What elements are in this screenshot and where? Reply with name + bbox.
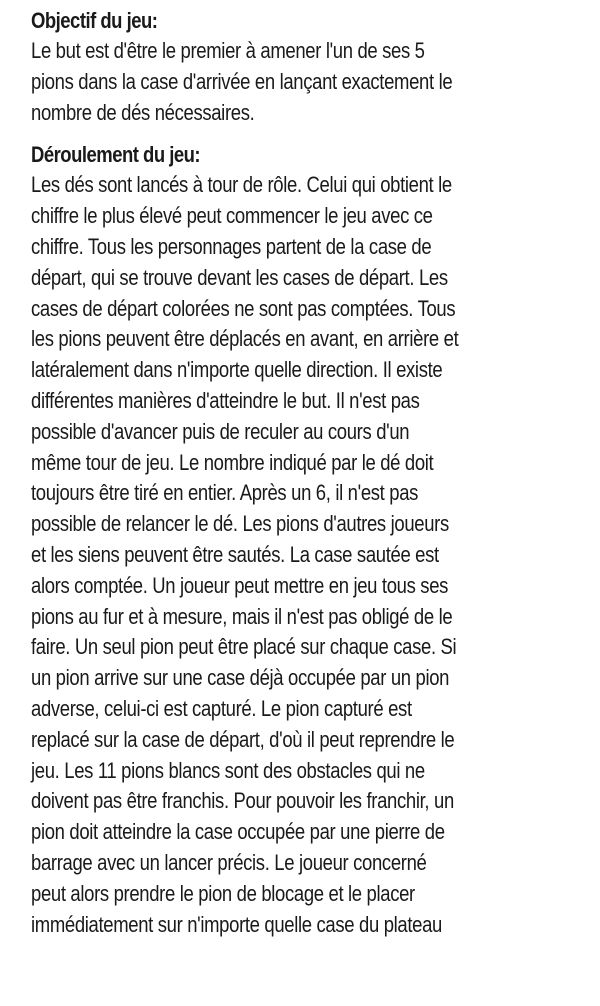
text-line: possible de relancer le dé. Les pions d'autres joueurs <box>31 511 449 537</box>
text-line: jeu. Les 11 pions blancs sont des obstacles qui ne <box>31 757 425 783</box>
text-line: possible d'avancer puis de reculer au cours d'un <box>31 418 410 444</box>
text-line: peut alors prendre le pion de blocage et le placer <box>31 880 415 906</box>
text-line: latéralement dans n'importe quelle direction. Il existe <box>31 357 443 383</box>
section-objective <box>31 6 594 128</box>
section-heading: Objectif du jeu: <box>31 8 158 33</box>
section-gameplay <box>31 140 594 940</box>
text-line: chiffre. Tous les personnages partent de la case de <box>31 233 432 259</box>
text-line: cases de départ colorées ne sont pas comptées. Tous <box>31 295 456 321</box>
text-line: Le but est d'être le premier à amener l'un de ses 5 <box>31 38 425 63</box>
section-body <box>31 36 594 128</box>
text-line: immédiatement sur n'importe quelle case du plateau <box>31 911 442 937</box>
text-line: pions dans la case d'arrivée en lançant exactement le <box>31 68 453 94</box>
text-line: alors comptée. Un joueur peut mettre en jeu tous ses <box>31 572 449 598</box>
text-line: nombre de dés nécessaires. <box>31 99 255 125</box>
text-line: et les siens peuvent être sautés. La case sautée est <box>31 541 439 567</box>
text-line: chiffre le plus élevé peut commencer le jeu avec ce <box>31 203 433 229</box>
section-body <box>31 170 594 940</box>
text-line: les pions peuvent être déplacés en avant, en arrière et <box>31 326 459 352</box>
text-line: départ, qui se trouve devant les cases de départ. Les <box>31 264 448 290</box>
text-line: pions au fur et à mesure, mais il n'est pas obligé de le <box>31 603 453 629</box>
text-line: pion doit atteindre la case occupée par une pierre de <box>31 819 445 845</box>
text-line: un pion arrive sur une case déjà occupée par un pion <box>31 665 450 691</box>
section-heading: Déroulement du jeu: <box>31 142 201 168</box>
text-line: replacé sur la case de départ, d'où il peut reprendre le <box>31 726 455 752</box>
text-line: doivent pas être franchis. Pour pouvoir les franchir, un <box>31 788 454 814</box>
text-line: faire. Un seul pion peut être placé sur chaque case. Si <box>31 634 457 660</box>
text-line: même tour de jeu. Le nombre indiqué par le dé doit <box>31 449 434 475</box>
text-line: Les dés sont lancés à tour de rôle. Celui qui obtient le <box>31 172 452 198</box>
text-line: adverse, celui-ci est capturé. Le pion capturé est <box>31 695 412 721</box>
text-line: différentes manières d'atteindre le but. Il n'est pas <box>31 387 420 413</box>
text-line: toujours être tiré en entier. Après un 6, il n'est pas <box>31 480 419 506</box>
text-line: barrage avec un lancer précis. Le joueur concerné <box>31 849 427 875</box>
